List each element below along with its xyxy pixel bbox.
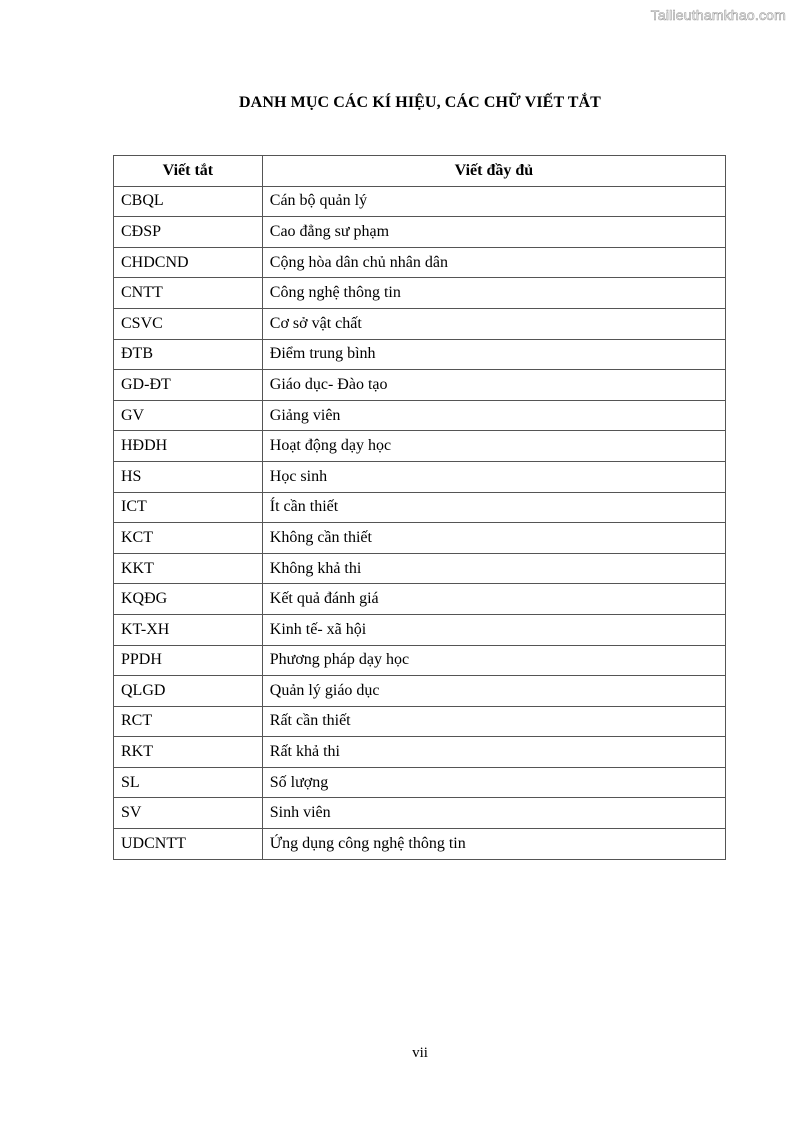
full-form-cell: Không cần thiết — [262, 523, 725, 554]
abbreviation-cell: HĐDH — [114, 431, 263, 462]
full-form-cell: Cộng hòa dân chủ nhân dân — [262, 247, 725, 278]
abbreviation-cell: CĐSP — [114, 217, 263, 248]
table-row — [114, 523, 726, 554]
full-form-cell: Công nghệ thông tin — [262, 278, 725, 309]
table-row — [114, 400, 726, 431]
abbreviation-cell: KKT — [114, 553, 263, 584]
full-form-cell: Cao đẳng sư phạm — [262, 217, 725, 248]
abbreviation-cell: CHDCND — [114, 247, 263, 278]
table-row — [114, 492, 726, 523]
table-row — [114, 767, 726, 798]
table-row — [114, 308, 726, 339]
table-row — [114, 614, 726, 645]
full-form-cell: Quản lý giáo dục — [262, 676, 725, 707]
table-row — [114, 584, 726, 615]
abbreviation-cell: SV — [114, 798, 263, 829]
abbreviation-cell: HS — [114, 461, 263, 492]
abbreviation-cell: KQĐG — [114, 584, 263, 615]
full-form-cell: Cơ sở vật chất — [262, 308, 725, 339]
table-row — [114, 186, 726, 217]
abbreviation-cell: GD-ĐT — [114, 370, 263, 401]
table-row — [114, 737, 726, 768]
abbreviation-cell: KCT — [114, 523, 263, 554]
full-form-cell: Ít cần thiết — [262, 492, 725, 523]
table-row — [114, 461, 726, 492]
abbreviation-cell: CNTT — [114, 278, 263, 309]
full-form-cell: Hoạt động dạy học — [262, 431, 725, 462]
full-form-cell: Rất cần thiết — [262, 706, 725, 737]
abbreviation-cell: GV — [114, 400, 263, 431]
table-row — [114, 798, 726, 829]
abbreviation-cell: SL — [114, 767, 263, 798]
abbreviation-cell: CSVC — [114, 308, 263, 339]
table-row — [114, 706, 726, 737]
full-form-cell: Giảng viên — [262, 400, 725, 431]
full-form-cell: Cán bộ quản lý — [262, 186, 725, 217]
abbreviation-cell: CBQL — [114, 186, 263, 217]
full-form-cell: Ứng dụng công nghệ thông tin — [262, 829, 725, 860]
table-row — [114, 431, 726, 462]
table-row — [114, 247, 726, 278]
table-body — [114, 186, 726, 859]
full-form-cell: Điểm trung bình — [262, 339, 725, 370]
full-form-cell: Học sinh — [262, 461, 725, 492]
abbreviation-cell: KT-XH — [114, 614, 263, 645]
table-row — [114, 676, 726, 707]
abbreviation-cell: ĐTB — [114, 339, 263, 370]
table-row — [114, 339, 726, 370]
table-row — [114, 645, 726, 676]
watermark: Tailieuthamkhao.com — [650, 7, 786, 23]
full-form-cell: Kết quả đánh giá — [262, 584, 725, 615]
abbreviation-cell: RCT — [114, 706, 263, 737]
header-full-form: Viết đầy đủ — [262, 156, 725, 187]
full-form-cell: Kinh tế- xã hội — [262, 614, 725, 645]
abbreviation-cell: ICT — [114, 492, 263, 523]
page-number: vii — [412, 1045, 428, 1061]
abbreviation-cell: UDCNTT — [114, 829, 263, 860]
table-row — [114, 370, 726, 401]
full-form-cell: Giáo dục- Đào tạo — [262, 370, 725, 401]
full-form-cell: Không khả thi — [262, 553, 725, 584]
table-header-row — [114, 156, 726, 187]
full-form-cell: Rất khả thi — [262, 737, 725, 768]
header-abbreviation: Viết tắt — [114, 156, 263, 187]
full-form-cell: Phương pháp dạy học — [262, 645, 725, 676]
full-form-cell: Sinh viên — [262, 798, 725, 829]
abbreviation-cell: QLGD — [114, 676, 263, 707]
page-title: DANH MỤC CÁC KÍ HIỆU, CÁC CHỮ VIẾT TẮT — [239, 94, 601, 111]
table-row — [114, 553, 726, 584]
full-form-cell: Số lượng — [262, 767, 725, 798]
abbreviation-cell: PPDH — [114, 645, 263, 676]
table-row — [114, 278, 726, 309]
table-row — [114, 829, 726, 860]
abbreviation-cell: RKT — [114, 737, 263, 768]
table-row — [114, 217, 726, 248]
abbreviation-table — [113, 155, 726, 860]
